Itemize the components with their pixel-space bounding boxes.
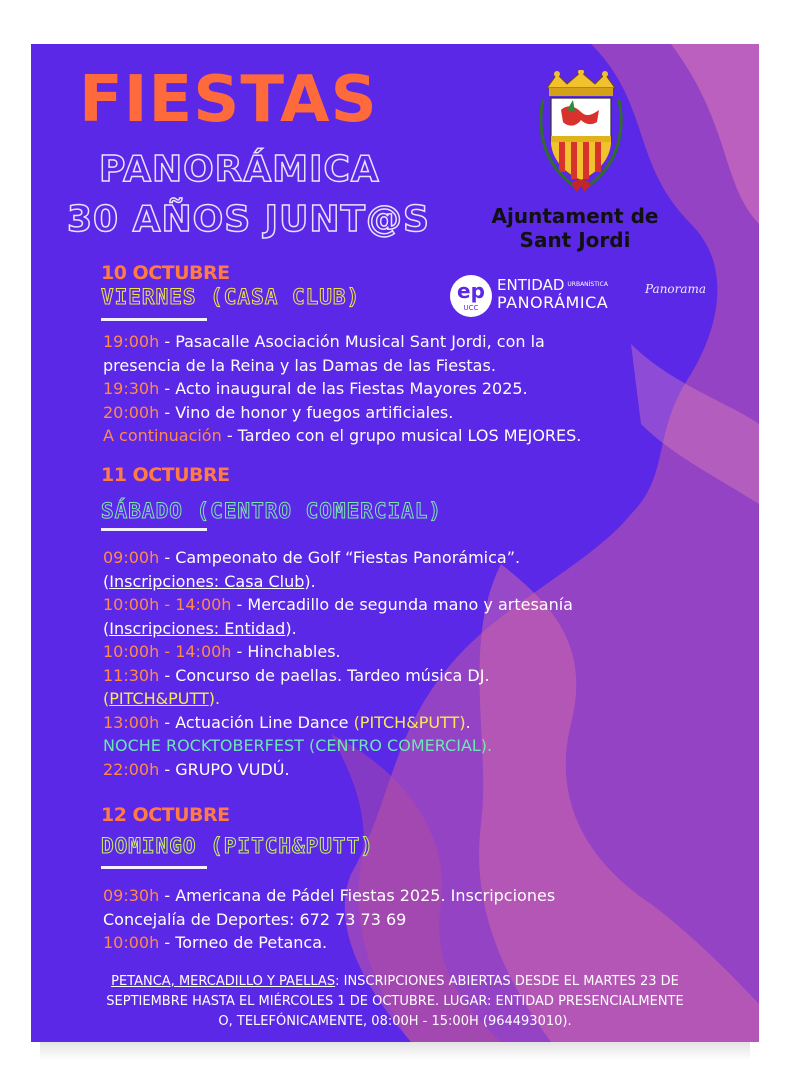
day1-schedule — [103, 330, 581, 448]
day2-divider — [101, 528, 207, 531]
schedule-line: 13:00h - Actuación Line Dance (PITCH&PUTT). — [103, 712, 471, 732]
schedule-line: 22:00h - GRUPO VUDÚ. — [103, 759, 290, 779]
schedule-line: Concejalía de Deportes: 672 73 73 69 — [103, 909, 407, 929]
schedule-line: 09:00h - Campeonato de Golf “Fiestas Panorámica”. — [103, 548, 521, 567]
footer-line1: PETANCA, MERCADILLO Y PAELLAS: INSCRIPCIONES ABIERTAS DESDE EL MARTES 23 DE — [111, 974, 679, 989]
day2-venue: SÁBADO (CENTRO COMERCIAL) — [101, 499, 443, 523]
schedule-line: 11:30h - Concurso de paellas. Tardeo música DJ. — [103, 665, 490, 685]
entity-logo-sub: UCC — [463, 304, 479, 312]
day2-schedule — [103, 546, 573, 781]
signature-logo: Panorama — [645, 282, 707, 296]
schedule-line: (Inscripciones: Casa Club). — [103, 571, 316, 591]
poster-subtitle-anniversary: 30 AÑOS JUNT@S — [67, 199, 430, 240]
schedule-line: 10:00h - 14:00h - Mercadillo de segunda mano y artesanía — [103, 595, 573, 614]
day3-schedule — [103, 884, 555, 955]
footer-line2: SEPTIEMBRE HASTA EL MIÉRCOLES 1 DE OCTUBRE. LUGAR: ENTIDAD PRESENCIALMENTE — [106, 994, 684, 1009]
entity-name-line1 — [497, 277, 608, 293]
sant-jordi-coat-of-arms-icon — [537, 70, 625, 194]
day1-divider — [101, 318, 207, 321]
schedule-line: (Inscripciones: Entidad). — [103, 618, 297, 638]
council-name — [471, 204, 679, 252]
schedule-line: 10:00h - 14:00h - Hinchables. — [103, 642, 341, 661]
day1-venue: VIERNES (CASA CLUB) — [101, 285, 361, 309]
entity-logo-mark: ep — [457, 279, 485, 303]
schedule-line: (PITCH&PUTT). — [103, 689, 221, 708]
poster-title: FIESTAS — [79, 63, 378, 137]
schedule-line: 09:30h - Americana de Pádel Fiestas 2025. Inscripciones — [103, 886, 556, 905]
footer-line3: O, TELEFÓNICAMENTE, 08:00H - 15:00H (964493010). — [218, 1014, 572, 1029]
day3-date: 12 OCTUBRE — [101, 804, 230, 826]
event-poster — [31, 44, 759, 1042]
council-name-line2: Sant Jordi — [519, 228, 631, 252]
entity-name: ENTIDAD — [497, 276, 565, 294]
day1-date: 10 OCTUBRE — [101, 262, 230, 284]
poster-shadow — [40, 1042, 750, 1060]
day3-divider — [101, 866, 207, 869]
entity-tag: URBANÍSTICA — [567, 281, 608, 288]
schedule-line: presencia de la Reina y las Damas de las Fiestas. — [103, 355, 496, 375]
poster-subtitle-panoramica: PANORÁMICA — [99, 149, 380, 190]
entidad-panoramica-logo-icon — [449, 274, 493, 318]
schedule-line: 20:00h - Vino de honor y fuegos artificiales. — [103, 402, 454, 422]
schedule-line: 19:30h - Acto inaugural de las Fiestas Mayores 2025. — [103, 379, 528, 398]
council-name-line1: Ajuntament de — [491, 204, 659, 228]
schedule-line: NOCHE ROCKTOBERFEST (CENTRO COMERCIAL). — [103, 736, 493, 755]
day3-venue: DOMINGO (PITCH&PUTT) — [101, 834, 374, 858]
registration-footer — [45, 972, 745, 1032]
schedule-line: 10:00h - Torneo de Petanca. — [103, 933, 328, 952]
schedule-line: 19:00h - Pasacalle Asociación Musical Sant Jordi, con la — [103, 332, 545, 351]
day2-date: 11 OCTUBRE — [101, 464, 230, 486]
schedule-line: A continuación - Tardeo con el grupo musical LOS MEJORES. — [103, 426, 582, 445]
entity-name-line2: PANORÁMICA — [497, 293, 609, 312]
